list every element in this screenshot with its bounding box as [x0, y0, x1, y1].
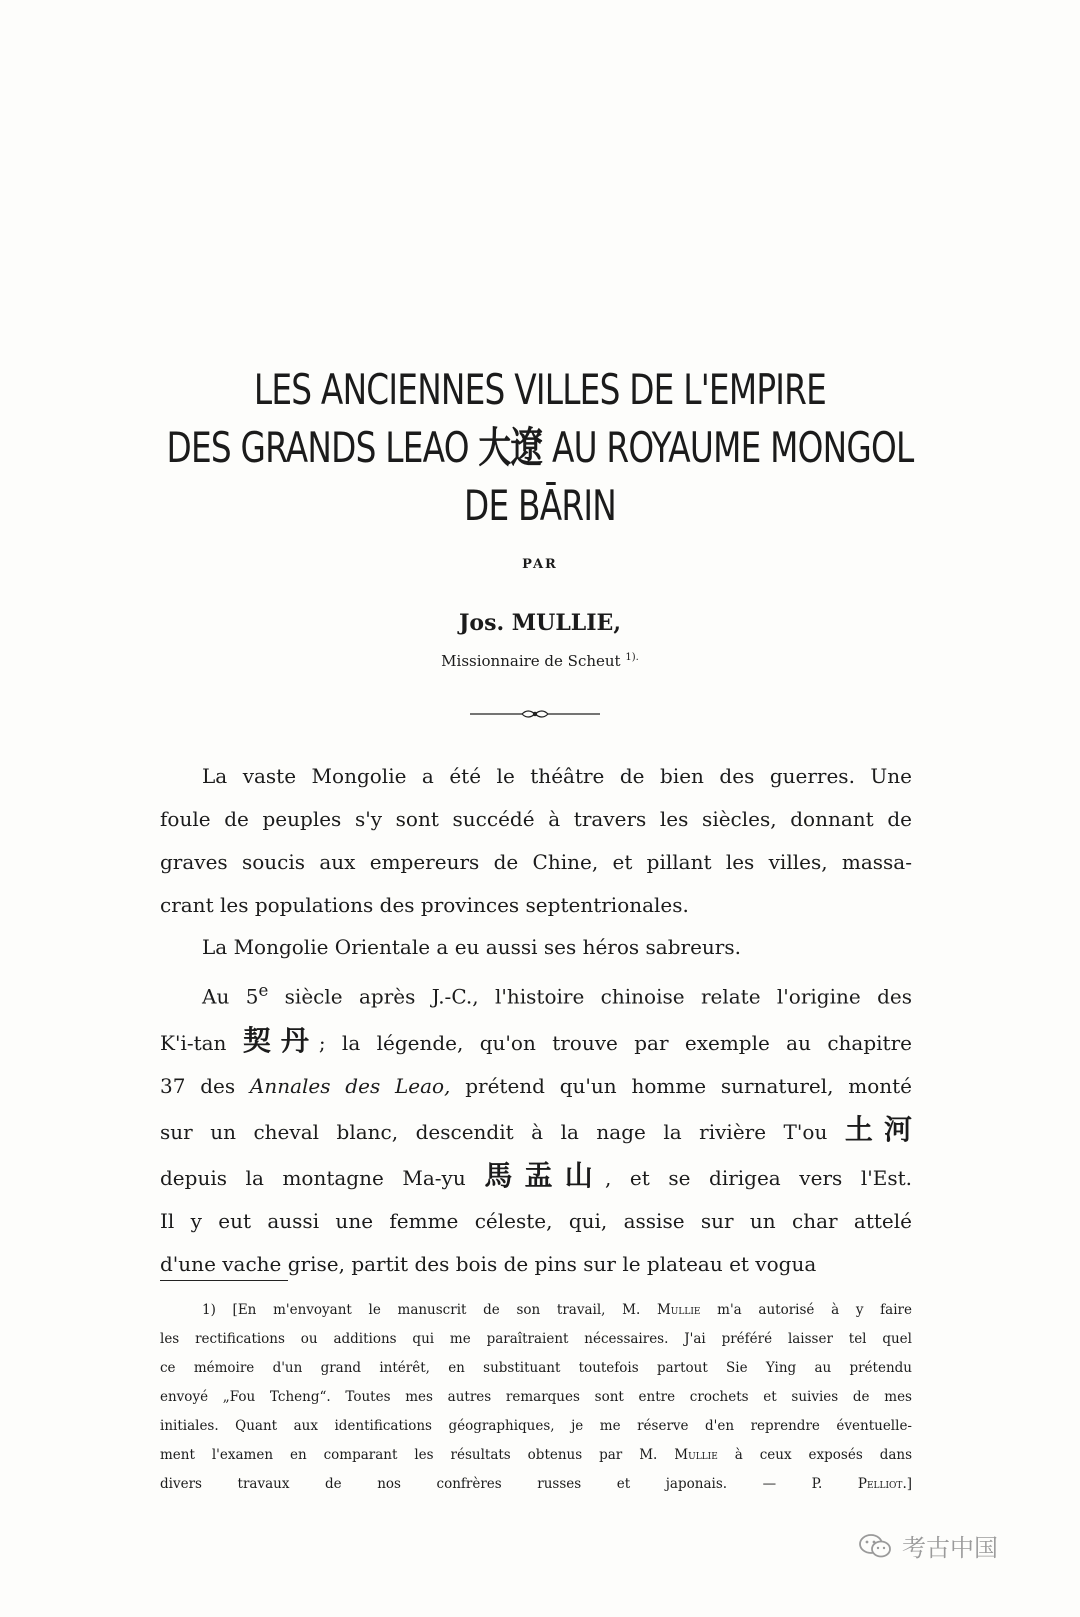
text-run: K'i-tan — [160, 1030, 227, 1055]
byline-par: PAR — [522, 557, 558, 572]
footnote-marker: 1). — [625, 652, 639, 663]
body-line — [160, 1154, 912, 1200]
text-run: ment l'examen en comparant les résultats obtenus par M. — [160, 1447, 658, 1463]
text-run: à ceux exposés dans — [734, 1447, 913, 1463]
title-line-2 — [119, 420, 961, 476]
small-caps-name: Mullie — [656, 1302, 701, 1318]
text-run: .] — [902, 1476, 912, 1492]
ordinal-superscript: e — [258, 981, 269, 1000]
footnote-line — [160, 1441, 912, 1470]
author-affiliation — [0, 652, 1080, 670]
footnote — [160, 1296, 912, 1499]
text-run: divers travaux de nos confrères russes et japonais. — P. — [160, 1476, 823, 1492]
text-run: depuis la montagne Ma-yu — [160, 1165, 466, 1190]
chinese-characters: 土河 — [844, 1112, 912, 1146]
ornament-divider-icon — [470, 704, 600, 724]
text-run: m'a autorisé à y faire — [717, 1302, 912, 1318]
text-run: Au 5 — [202, 984, 259, 1009]
body-line: La vaste Mongolie a été le théâtre de bien des guerres. Une — [202, 764, 912, 788]
paragraph-1 — [160, 755, 912, 927]
body-line: d'une vache grise, partit des bois de pins sur le plateau et vogua — [160, 1251, 817, 1276]
footnote-line — [160, 1470, 912, 1499]
footnote-line: envoyé „Fou Tcheng“. Toutes mes autres remarques sont entre crochets et suivies de mes — [160, 1389, 912, 1405]
body-line: La Mongolie Orientale a eu aussi ses héros sabreurs. — [202, 935, 741, 959]
body-line — [160, 1019, 912, 1065]
watermark — [858, 1528, 998, 1563]
body-line: Il y eut aussi une femme céleste, qui, assise sur un char attelé — [160, 1208, 912, 1233]
footnote-line — [160, 1296, 912, 1325]
body-line: foule de peuples s'y sont succédé à travers les siècles, donnant de — [160, 807, 912, 831]
title-line-2-end: AU ROYAUME MONGOL — [551, 423, 914, 472]
small-caps-name: Pelliot — [857, 1476, 903, 1492]
body-line — [160, 969, 912, 1019]
paragraph-3 — [160, 969, 912, 1286]
small-caps-name: Mullie — [674, 1447, 718, 1463]
body-line: crant les populations des provinces septentrionales. — [160, 893, 689, 917]
title-line-3: DE BĀRIN — [464, 481, 616, 530]
text-run: siècle après J.-C., l'histoire chinoise relate l'origine des — [284, 984, 913, 1009]
footnote-line: initiales. Quant aux identifications géographiques, je me réserve d'en reprendre éventuelle- — [160, 1418, 912, 1434]
title-chinese-characters: 大遼 — [478, 423, 543, 472]
chinese-characters: 馬盂山 — [484, 1158, 605, 1192]
text-run: sur un cheval blanc, descendit à la nage la rivière T'ou — [160, 1119, 828, 1144]
text-run: prétend qu'un homme surnaturel, monté — [465, 1073, 913, 1098]
footnote-line: les rectifications ou additions qui me paraîtraient nécessaires. J'ai préféré laisser tel quel — [160, 1331, 912, 1347]
title-line-2-start: DES GRANDS LEAO — [166, 423, 469, 472]
body-line: graves soucis aux empereurs de Chine, et pillant les villes, massa- — [160, 850, 912, 874]
text-run: 1) [En m'envoyant le manuscrit de son travail, M. — [202, 1302, 641, 1318]
body-line — [160, 1065, 912, 1108]
watermark-text: 考古中国 — [902, 1534, 998, 1562]
text-run: , et se dirigea vers l'Est. — [604, 1165, 912, 1190]
footnote-line: ce mémoire d'un grand intérêt, en substituant toutefois partout Sie Ying au prétendu — [160, 1360, 912, 1376]
text-run: ; la légende, qu'on trouve par exemple au chapitre — [318, 1030, 912, 1055]
footnote-separator — [160, 1280, 288, 1281]
chinese-characters: 契丹 — [242, 1023, 319, 1057]
italic-title: Annales des Leao, — [249, 1073, 451, 1098]
title-line-1: LES ANCIENNES VILLES DE L'EMPIRE — [253, 365, 827, 414]
author-name: Jos. MULLIE, — [459, 610, 621, 636]
wechat-icon — [858, 1533, 892, 1559]
body-line — [160, 1108, 912, 1154]
paragraph-2 — [160, 926, 912, 969]
text-run: 37 des — [160, 1073, 236, 1098]
affiliation-text: Missionnaire de Scheut — [441, 652, 621, 670]
